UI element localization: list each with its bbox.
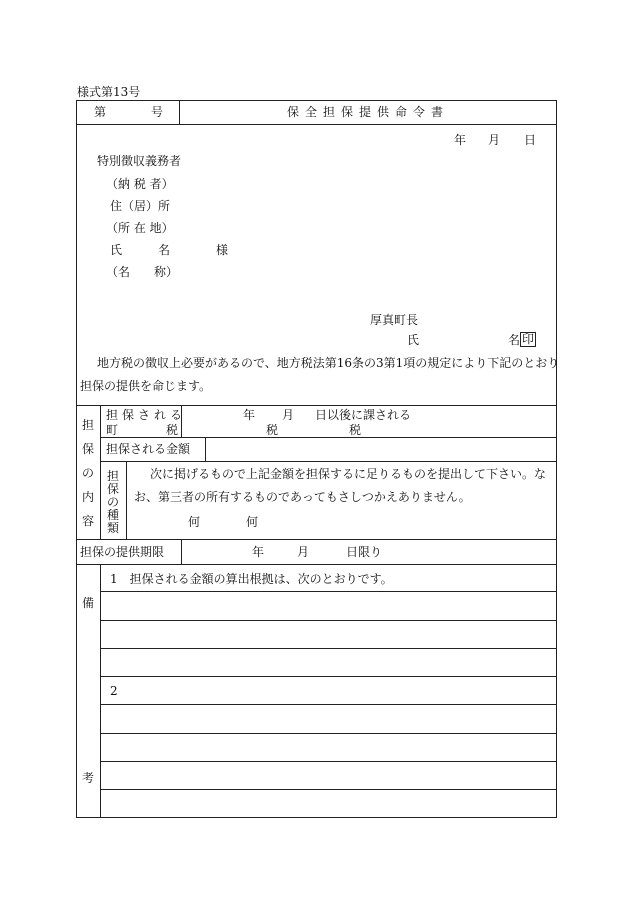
remarks-side-bottom: 考 bbox=[82, 771, 95, 785]
deadline-day-limit: 日限り bbox=[346, 545, 383, 559]
recipient-name-label-2: 名 bbox=[158, 243, 171, 257]
tax-row-year: 年 bbox=[243, 408, 256, 422]
tax-row-label-town: 町 bbox=[106, 423, 119, 437]
type-char-5: 類 bbox=[106, 521, 119, 535]
tax-row-tax-1: 税 bbox=[266, 423, 279, 437]
date-day: 日 bbox=[524, 133, 537, 147]
form-number: 様式第13号 bbox=[77, 85, 141, 99]
deadline-month: 月 bbox=[297, 545, 310, 559]
remarks-item-2: 2 bbox=[110, 684, 118, 698]
type-char-2: 保 bbox=[106, 482, 119, 496]
recipient-heading: 特別徴収義務者 bbox=[97, 154, 182, 168]
collateral-what-1: 何 bbox=[188, 515, 201, 529]
type-char-3: の bbox=[106, 495, 119, 509]
tax-row-after: 日以後に課される bbox=[315, 408, 412, 422]
recipient-taxpayer: （納 税 者） bbox=[106, 177, 174, 191]
recipient-honorific: 様 bbox=[216, 243, 229, 257]
deadline-label: 担保の提供期限 bbox=[80, 545, 165, 559]
collateral-type-text-line2: お、第三者の所有するものであってもさしつかえありません。 bbox=[134, 490, 471, 504]
issuer-seal bbox=[520, 332, 536, 347]
remarks-item-1: 1 担保される金額の算出根拠は、次のとおりです。 bbox=[110, 572, 393, 586]
number-label-first: 第 bbox=[94, 105, 107, 119]
issuer-name-label-1: 氏 bbox=[407, 333, 420, 347]
body-text-line2: 担保の提供を命じます。 bbox=[80, 379, 212, 393]
collateral-side-char-3: の bbox=[81, 466, 94, 480]
type-char-4: 種 bbox=[106, 508, 119, 522]
number-label-second: 号 bbox=[151, 105, 164, 119]
body-text-line1: 地方税の徴収上必要があるので、地方税法第16条の3第1項の規定により下記のとおり bbox=[97, 356, 560, 370]
remarks-side-top: 備 bbox=[82, 596, 95, 610]
collateral-side-label bbox=[81, 419, 95, 539]
tax-row-label-tax: 税 bbox=[166, 423, 179, 437]
deadline-year: 年 bbox=[252, 545, 265, 559]
collateral-side-char-1: 担 bbox=[81, 418, 94, 432]
amount-label: 担保される金額 bbox=[106, 442, 191, 456]
collateral-side-char-4: 内 bbox=[81, 490, 94, 504]
date-month: 月 bbox=[488, 133, 501, 147]
recipient-entity-name: （名 称） bbox=[106, 265, 179, 279]
collateral-side-char-5: 容 bbox=[81, 514, 94, 528]
date-year: 年 bbox=[454, 133, 467, 147]
collateral-what-2: 何 bbox=[246, 515, 259, 529]
recipient-name-label-1: 氏 bbox=[110, 243, 123, 257]
tax-row-tax-2: 税 bbox=[349, 423, 362, 437]
recipient-location: （所 在 地） bbox=[106, 221, 174, 235]
recipient-residence: 住（居）所 bbox=[110, 199, 171, 213]
collateral-type-text-line1: 次に掲げるもので上記金額を担保するに足りるものを提出して下さい。な bbox=[150, 467, 547, 481]
document-title: 保全担保提供命令書 bbox=[286, 105, 449, 119]
type-char-1: 担 bbox=[106, 469, 119, 483]
collateral-type-label bbox=[106, 470, 120, 535]
issuer-title: 厚真町長 bbox=[370, 313, 419, 327]
amount-value-field[interactable] bbox=[212, 441, 552, 459]
tax-row-label-line1: 担保される bbox=[106, 408, 187, 422]
issuer-name-label-2: 名 bbox=[508, 333, 521, 347]
tax-row-month: 月 bbox=[282, 408, 295, 422]
seal-mark: 印 bbox=[522, 332, 535, 346]
collateral-side-char-2: 保 bbox=[81, 442, 94, 456]
